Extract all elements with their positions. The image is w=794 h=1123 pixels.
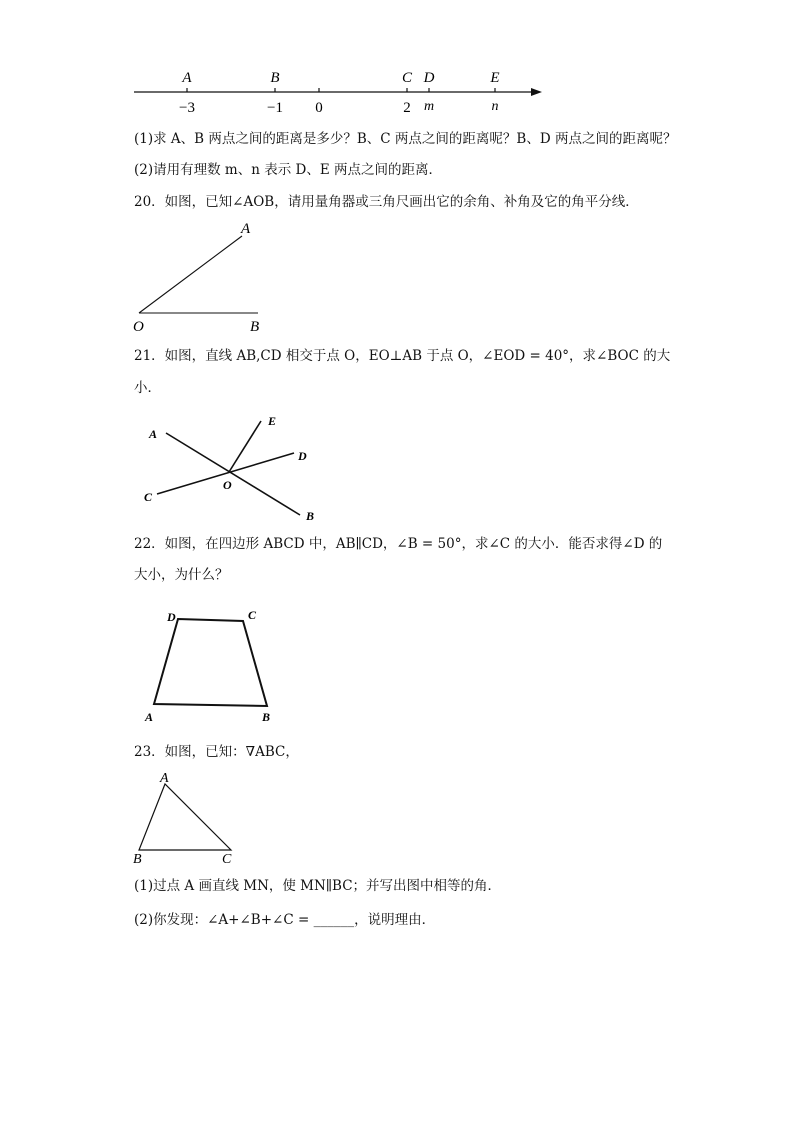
line-ab xyxy=(166,433,300,515)
q23-part2: (2)你发现：∠A+∠B+∠C = ______，说明理由． xyxy=(134,912,436,928)
point-label-d: D xyxy=(423,70,435,86)
q19-part2: (2)请用有理数 m、n 表示 D、E 两点之间的距离． xyxy=(134,162,442,178)
q22-line2: 大小，为什么？ xyxy=(134,567,229,583)
q19-part1: (1)求 A、B 两点之间的距离是多少？B、C 两点之间的距离呢？B、D 两点之间的距离呢？ xyxy=(134,131,677,147)
point-label-c: C xyxy=(401,70,413,86)
q21-intersecting-lines-figure xyxy=(128,405,328,529)
label-c: C xyxy=(222,852,232,866)
label-a: A xyxy=(145,710,154,724)
label-d: D xyxy=(167,610,176,624)
label-o: O xyxy=(223,478,232,492)
q23-triangle-figure xyxy=(128,770,248,866)
q21-line2: 小． xyxy=(134,380,161,396)
triangle-abc xyxy=(139,784,231,850)
label-a: A xyxy=(241,221,251,237)
tick-label-neg3: −3 xyxy=(179,100,195,116)
q23-part1: (1)过点 A 画直线 MN，使 MN∥BC；并写出图中相等的角． xyxy=(134,878,502,894)
q22-trapezoid-figure xyxy=(140,603,290,728)
label-b: B xyxy=(250,319,260,335)
label-b: B xyxy=(133,852,142,866)
q22-line1: 22．如图，在四边形 ABCD 中，AB∥CD，∠B = 50°，求∠C 的大小．能否求得∠D 的 xyxy=(134,536,663,552)
q20-text: 20．如图，已知∠AOB，请用量角器或三角尺画出它的余角、补角及它的角平分线． xyxy=(134,194,639,210)
label-c: C xyxy=(248,608,257,622)
label-b: B xyxy=(306,509,315,523)
tick-label-n: n xyxy=(491,99,499,114)
arrow-right-icon xyxy=(531,88,542,96)
tick-label-two: 2 xyxy=(403,100,411,116)
tick-label-neg1: −1 xyxy=(267,100,283,116)
q23-text: 23．如图，已知：∇ABC， xyxy=(134,744,299,760)
ray-oa xyxy=(139,236,242,313)
tick-label-m: m xyxy=(423,99,435,114)
point-label-a: A xyxy=(182,70,192,86)
q21-line1: 21．如图，直线 AB,CD 相交于点 O，EO⊥AB 于点 O，∠EOD = 40°，求∠BOC 的大 xyxy=(134,348,671,364)
label-e: E xyxy=(268,414,277,428)
tick-label-zero: 0 xyxy=(315,100,323,116)
trapezoid-abcd xyxy=(154,619,267,706)
label-c: C xyxy=(144,490,153,504)
point-label-e: E xyxy=(490,70,500,86)
label-o: O xyxy=(133,319,144,335)
label-d: D xyxy=(298,449,307,463)
q20-angle-figure xyxy=(128,218,278,336)
label-a: A xyxy=(149,427,158,441)
point-label-b: B xyxy=(270,70,280,86)
label-a: A xyxy=(160,771,169,786)
number-line-figure xyxy=(120,62,560,120)
label-b: B xyxy=(262,710,271,724)
